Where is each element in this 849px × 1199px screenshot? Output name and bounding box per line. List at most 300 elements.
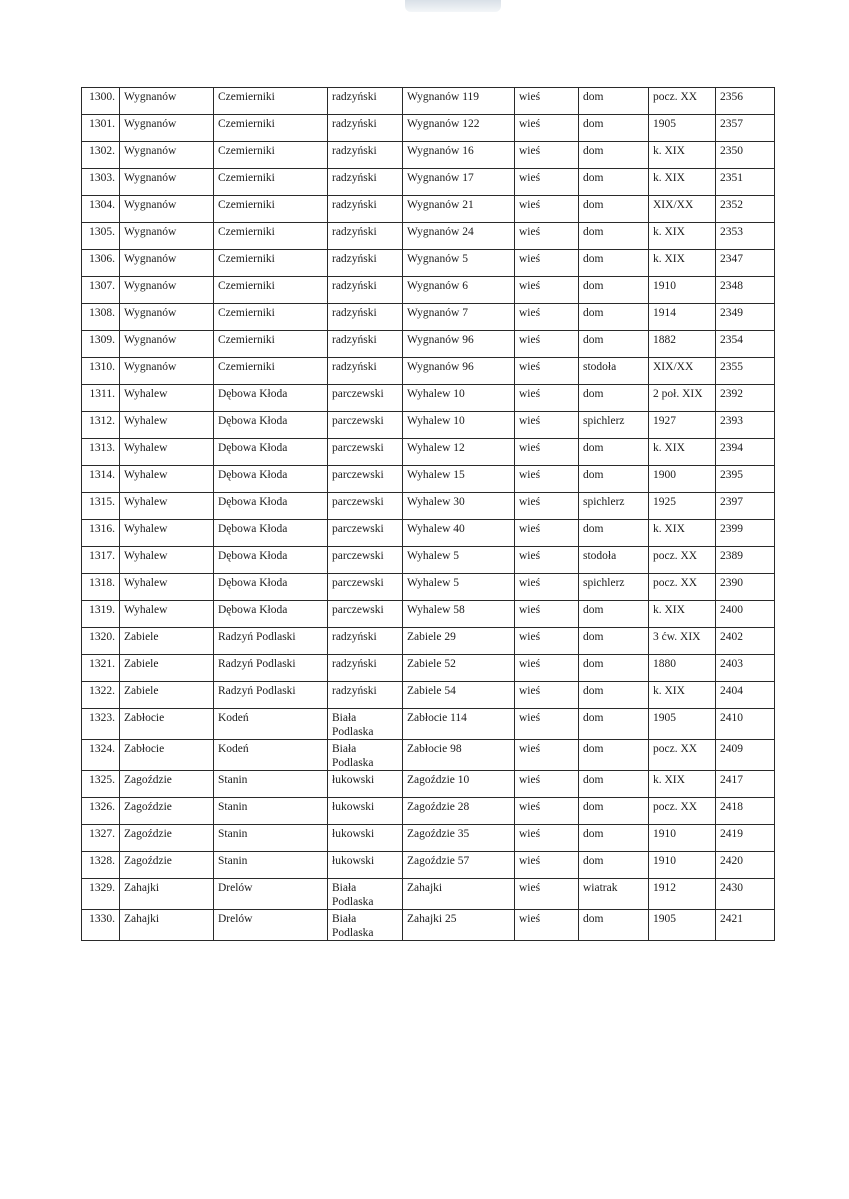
register-code-cell: 2430: [716, 879, 775, 910]
object-type-cell: dom: [579, 223, 649, 250]
register-code-cell: 2355: [716, 358, 775, 385]
address-cell: Zahajki 25: [403, 910, 515, 941]
address-cell: Zabiele 29: [403, 628, 515, 655]
table-row: [82, 852, 775, 879]
register-code-cell: 2347: [716, 250, 775, 277]
dating-cell: k. XIX: [649, 223, 716, 250]
object-type-cell: dom: [579, 304, 649, 331]
powiat-cell: łukowski: [328, 825, 403, 852]
register-code-cell: 2353: [716, 223, 775, 250]
settlement-type-cell: wieś: [515, 439, 579, 466]
settlement-type-cell: wieś: [515, 520, 579, 547]
locality-cell: Zahajki: [120, 910, 214, 941]
locality-cell: Wygnanów: [120, 169, 214, 196]
object-type-cell: dom: [579, 331, 649, 358]
table-row: [82, 439, 775, 466]
register-code-cell: 2390: [716, 574, 775, 601]
powiat-cell: łukowski: [328, 852, 403, 879]
row-number: 1327.: [82, 825, 120, 852]
locality-cell: Zagoździe: [120, 771, 214, 798]
address-cell: Wygnanów 21: [403, 196, 515, 223]
locality-cell: Wyhalew: [120, 466, 214, 493]
address-cell: Zagoździe 35: [403, 825, 515, 852]
row-number: 1323.: [82, 709, 120, 740]
address-cell: Wyhalew 10: [403, 412, 515, 439]
gmina-cell: Dębowa Kłoda: [214, 412, 328, 439]
powiat-cell: radzyński: [328, 115, 403, 142]
address-cell: Zagoździe 28: [403, 798, 515, 825]
powiat-cell: parczewski: [328, 520, 403, 547]
locality-cell: Wyhalew: [120, 547, 214, 574]
object-type-cell: dom: [579, 196, 649, 223]
settlement-type-cell: wieś: [515, 196, 579, 223]
object-type-cell: dom: [579, 655, 649, 682]
powiat-cell: radzyński: [328, 331, 403, 358]
dating-cell: 1910: [649, 277, 716, 304]
gmina-cell: Czemierniki: [214, 331, 328, 358]
register-code-cell: 2417: [716, 771, 775, 798]
table-row: [82, 771, 775, 798]
table-row: [82, 628, 775, 655]
powiat-cell: radzyński: [328, 304, 403, 331]
register-code-cell: 2403: [716, 655, 775, 682]
table-row: [82, 115, 775, 142]
dating-cell: k. XIX: [649, 439, 716, 466]
settlement-type-cell: wieś: [515, 709, 579, 740]
address-cell: Wyhalew 15: [403, 466, 515, 493]
row-number: 1304.: [82, 196, 120, 223]
powiat-cell: radzyński: [328, 142, 403, 169]
address-cell: Wygnanów 5: [403, 250, 515, 277]
dating-cell: 1927: [649, 412, 716, 439]
table-row: [82, 798, 775, 825]
settlement-type-cell: wieś: [515, 879, 579, 910]
dating-cell: k. XIX: [649, 250, 716, 277]
dating-cell: k. XIX: [649, 520, 716, 547]
powiat-cell: radzyński: [328, 250, 403, 277]
gmina-cell: Czemierniki: [214, 169, 328, 196]
dating-cell: 1910: [649, 825, 716, 852]
table-row: [82, 601, 775, 628]
object-type-cell: spichlerz: [579, 412, 649, 439]
object-type-cell: dom: [579, 439, 649, 466]
address-cell: Wyhalew 12: [403, 439, 515, 466]
gmina-cell: Czemierniki: [214, 142, 328, 169]
dating-cell: 1925: [649, 493, 716, 520]
address-cell: Zabłocie 114: [403, 709, 515, 740]
gmina-cell: Czemierniki: [214, 223, 328, 250]
register-code-cell: 2404: [716, 682, 775, 709]
powiat-cell: radzyński: [328, 628, 403, 655]
powiat-cell: radzyński: [328, 88, 403, 115]
object-type-cell: dom: [579, 798, 649, 825]
settlement-type-cell: wieś: [515, 601, 579, 628]
table-row: [82, 412, 775, 439]
powiat-cell: parczewski: [328, 547, 403, 574]
object-type-cell: dom: [579, 88, 649, 115]
dating-cell: 1880: [649, 655, 716, 682]
locality-cell: Zahajki: [120, 879, 214, 910]
dating-cell: 1905: [649, 115, 716, 142]
address-cell: Zabiele 54: [403, 682, 515, 709]
settlement-type-cell: wieś: [515, 412, 579, 439]
table-row: [82, 466, 775, 493]
gmina-cell: Dębowa Kłoda: [214, 574, 328, 601]
object-type-cell: dom: [579, 771, 649, 798]
settlement-type-cell: wieś: [515, 250, 579, 277]
table-row: [82, 169, 775, 196]
register-code-cell: 2349: [716, 304, 775, 331]
gmina-cell: Czemierniki: [214, 358, 328, 385]
dating-cell: 2 poł. XIX: [649, 385, 716, 412]
settlement-type-cell: wieś: [515, 385, 579, 412]
gmina-cell: Czemierniki: [214, 88, 328, 115]
locality-cell: Wygnanów: [120, 277, 214, 304]
locality-cell: Wygnanów: [120, 196, 214, 223]
locality-cell: Zabiele: [120, 682, 214, 709]
table-row: [82, 142, 775, 169]
address-cell: Wygnanów 122: [403, 115, 515, 142]
object-type-cell: dom: [579, 250, 649, 277]
gmina-cell: Dębowa Kłoda: [214, 466, 328, 493]
dating-cell: pocz. XX: [649, 740, 716, 771]
locality-cell: Wyhalew: [120, 493, 214, 520]
table-row: [82, 740, 775, 771]
row-number: 1306.: [82, 250, 120, 277]
gmina-cell: Drelów: [214, 910, 328, 941]
table-row: [82, 385, 775, 412]
locality-cell: Wygnanów: [120, 115, 214, 142]
address-cell: Wygnanów 7: [403, 304, 515, 331]
object-type-cell: dom: [579, 910, 649, 941]
register-code-cell: 2356: [716, 88, 775, 115]
powiat-cell: parczewski: [328, 466, 403, 493]
row-number: 1330.: [82, 910, 120, 941]
locality-cell: Wygnanów: [120, 358, 214, 385]
settlement-type-cell: wieś: [515, 798, 579, 825]
gmina-cell: Stanin: [214, 852, 328, 879]
dating-cell: 1912: [649, 879, 716, 910]
dating-cell: XIX/XX: [649, 358, 716, 385]
table-row: [82, 655, 775, 682]
table-row: [82, 520, 775, 547]
powiat-cell: parczewski: [328, 412, 403, 439]
gmina-cell: Kodeń: [214, 709, 328, 740]
table-row: [82, 910, 775, 941]
locality-cell: Wygnanów: [120, 304, 214, 331]
locality-cell: Zagoździe: [120, 798, 214, 825]
settlement-type-cell: wieś: [515, 547, 579, 574]
register-code-cell: 2357: [716, 115, 775, 142]
row-number: 1308.: [82, 304, 120, 331]
address-cell: Wyhalew 30: [403, 493, 515, 520]
row-number: 1309.: [82, 331, 120, 358]
dating-cell: 1905: [649, 910, 716, 941]
locality-cell: Zabłocie: [120, 740, 214, 771]
locality-cell: Wygnanów: [120, 223, 214, 250]
address-cell: Wyhalew 10: [403, 385, 515, 412]
table-row: [82, 223, 775, 250]
object-type-cell: stodoła: [579, 547, 649, 574]
row-number: 1307.: [82, 277, 120, 304]
dating-cell: 3 ćw. XIX: [649, 628, 716, 655]
address-cell: Wyhalew 58: [403, 601, 515, 628]
dating-cell: k. XIX: [649, 771, 716, 798]
locality-cell: Wyhalew: [120, 601, 214, 628]
dating-cell: XIX/XX: [649, 196, 716, 223]
object-type-cell: dom: [579, 385, 649, 412]
powiat-cell: Biała Podlaska: [328, 910, 403, 941]
powiat-cell: parczewski: [328, 574, 403, 601]
settlement-type-cell: wieś: [515, 304, 579, 331]
register-code-cell: 2350: [716, 142, 775, 169]
gmina-cell: Stanin: [214, 771, 328, 798]
address-cell: Wyhalew 5: [403, 574, 515, 601]
table-row: [82, 331, 775, 358]
object-type-cell: dom: [579, 520, 649, 547]
gmina-cell: Radzyń Podlaski: [214, 655, 328, 682]
gmina-cell: Drelów: [214, 879, 328, 910]
table-row: [82, 250, 775, 277]
dating-cell: k. XIX: [649, 142, 716, 169]
address-cell: Wygnanów 24: [403, 223, 515, 250]
powiat-cell: radzyński: [328, 682, 403, 709]
address-cell: Wygnanów 119: [403, 88, 515, 115]
address-cell: Wygnanów 6: [403, 277, 515, 304]
settlement-type-cell: wieś: [515, 682, 579, 709]
register-code-cell: 2389: [716, 547, 775, 574]
dating-cell: pocz. XX: [649, 88, 716, 115]
gmina-cell: Radzyń Podlaski: [214, 682, 328, 709]
object-type-cell: dom: [579, 825, 649, 852]
table-row: [82, 574, 775, 601]
powiat-cell: parczewski: [328, 439, 403, 466]
row-number: 1301.: [82, 115, 120, 142]
locality-cell: Zabiele: [120, 655, 214, 682]
register-code-cell: 2352: [716, 196, 775, 223]
register-code-cell: 2400: [716, 601, 775, 628]
gmina-cell: Dębowa Kłoda: [214, 493, 328, 520]
register-code-cell: 2392: [716, 385, 775, 412]
powiat-cell: radzyński: [328, 196, 403, 223]
settlement-type-cell: wieś: [515, 655, 579, 682]
powiat-cell: radzyński: [328, 358, 403, 385]
row-number: 1315.: [82, 493, 120, 520]
register-code-cell: 2420: [716, 852, 775, 879]
gmina-cell: Dębowa Kłoda: [214, 520, 328, 547]
table-row: [82, 879, 775, 910]
table-row: [82, 277, 775, 304]
object-type-cell: dom: [579, 169, 649, 196]
register-code-cell: 2399: [716, 520, 775, 547]
powiat-cell: radzyński: [328, 655, 403, 682]
address-cell: Wygnanów 16: [403, 142, 515, 169]
locality-cell: Wyhalew: [120, 385, 214, 412]
object-type-cell: dom: [579, 277, 649, 304]
powiat-cell: parczewski: [328, 601, 403, 628]
address-cell: Zahajki: [403, 879, 515, 910]
row-number: 1310.: [82, 358, 120, 385]
register-code-cell: 2410: [716, 709, 775, 740]
register-code-cell: 2397: [716, 493, 775, 520]
dating-cell: 1905: [649, 709, 716, 740]
locality-cell: Wyhalew: [120, 412, 214, 439]
settlement-type-cell: wieś: [515, 277, 579, 304]
gmina-cell: Czemierniki: [214, 277, 328, 304]
gmina-cell: Stanin: [214, 825, 328, 852]
row-number: 1321.: [82, 655, 120, 682]
settlement-type-cell: wieś: [515, 331, 579, 358]
table-row: [82, 358, 775, 385]
table-row: [82, 682, 775, 709]
object-type-cell: dom: [579, 601, 649, 628]
settlement-type-cell: wieś: [515, 223, 579, 250]
settlement-type-cell: wieś: [515, 852, 579, 879]
settlement-type-cell: wieś: [515, 493, 579, 520]
locality-cell: Wygnanów: [120, 88, 214, 115]
monument-register-table: [81, 87, 775, 941]
row-number: 1302.: [82, 142, 120, 169]
gmina-cell: Stanin: [214, 798, 328, 825]
gmina-cell: Dębowa Kłoda: [214, 601, 328, 628]
row-number: 1329.: [82, 879, 120, 910]
settlement-type-cell: wieś: [515, 88, 579, 115]
row-number: 1314.: [82, 466, 120, 493]
table-row: [82, 547, 775, 574]
powiat-cell: Biała Podlaska: [328, 709, 403, 740]
address-cell: Zagoździe 10: [403, 771, 515, 798]
address-cell: Wygnanów 17: [403, 169, 515, 196]
dating-cell: 1910: [649, 852, 716, 879]
object-type-cell: wiatrak: [579, 879, 649, 910]
settlement-type-cell: wieś: [515, 574, 579, 601]
locality-cell: Wygnanów: [120, 331, 214, 358]
dating-cell: k. XIX: [649, 682, 716, 709]
powiat-cell: Biała Podlaska: [328, 740, 403, 771]
object-type-cell: dom: [579, 709, 649, 740]
powiat-cell: łukowski: [328, 771, 403, 798]
row-number: 1313.: [82, 439, 120, 466]
row-number: 1326.: [82, 798, 120, 825]
powiat-cell: łukowski: [328, 798, 403, 825]
address-cell: Zabłocie 98: [403, 740, 515, 771]
object-type-cell: spichlerz: [579, 493, 649, 520]
table-row: [82, 88, 775, 115]
row-number: 1328.: [82, 852, 120, 879]
table-row: [82, 825, 775, 852]
register-code-cell: 2409: [716, 740, 775, 771]
object-type-cell: dom: [579, 142, 649, 169]
dating-cell: 1882: [649, 331, 716, 358]
row-number: 1311.: [82, 385, 120, 412]
address-cell: Zagoździe 57: [403, 852, 515, 879]
table-row: [82, 493, 775, 520]
address-cell: Zabiele 52: [403, 655, 515, 682]
object-type-cell: dom: [579, 740, 649, 771]
gmina-cell: Radzyń Podlaski: [214, 628, 328, 655]
locality-cell: Wyhalew: [120, 520, 214, 547]
register-code-cell: 2419: [716, 825, 775, 852]
gmina-cell: Dębowa Kłoda: [214, 385, 328, 412]
settlement-type-cell: wieś: [515, 169, 579, 196]
scan-artifact: [405, 0, 501, 12]
powiat-cell: radzyński: [328, 223, 403, 250]
register-code-cell: 2395: [716, 466, 775, 493]
powiat-cell: parczewski: [328, 493, 403, 520]
row-number: 1324.: [82, 740, 120, 771]
row-number: 1303.: [82, 169, 120, 196]
settlement-type-cell: wieś: [515, 740, 579, 771]
object-type-cell: dom: [579, 115, 649, 142]
gmina-cell: Czemierniki: [214, 115, 328, 142]
gmina-cell: Czemierniki: [214, 304, 328, 331]
powiat-cell: Biała Podlaska: [328, 879, 403, 910]
settlement-type-cell: wieś: [515, 466, 579, 493]
settlement-type-cell: wieś: [515, 825, 579, 852]
settlement-type-cell: wieś: [515, 142, 579, 169]
powiat-cell: radzyński: [328, 277, 403, 304]
address-cell: Wyhalew 40: [403, 520, 515, 547]
settlement-type-cell: wieś: [515, 115, 579, 142]
dating-cell: k. XIX: [649, 169, 716, 196]
object-type-cell: dom: [579, 852, 649, 879]
table-row: [82, 304, 775, 331]
object-type-cell: dom: [579, 466, 649, 493]
dating-cell: pocz. XX: [649, 547, 716, 574]
table-body: [82, 88, 775, 941]
locality-cell: Wyhalew: [120, 439, 214, 466]
gmina-cell: Dębowa Kłoda: [214, 547, 328, 574]
register-code-cell: 2351: [716, 169, 775, 196]
dating-cell: k. XIX: [649, 601, 716, 628]
object-type-cell: dom: [579, 682, 649, 709]
locality-cell: Zagoździe: [120, 825, 214, 852]
row-number: 1322.: [82, 682, 120, 709]
address-cell: Wygnanów 96: [403, 358, 515, 385]
register-code-cell: 2418: [716, 798, 775, 825]
register-code-cell: 2354: [716, 331, 775, 358]
locality-cell: Wygnanów: [120, 142, 214, 169]
row-number: 1319.: [82, 601, 120, 628]
object-type-cell: spichlerz: [579, 574, 649, 601]
register-code-cell: 2421: [716, 910, 775, 941]
object-type-cell: stodoła: [579, 358, 649, 385]
settlement-type-cell: wieś: [515, 771, 579, 798]
dating-cell: pocz. XX: [649, 574, 716, 601]
gmina-cell: Czemierniki: [214, 250, 328, 277]
table-row: [82, 709, 775, 740]
gmina-cell: Czemierniki: [214, 196, 328, 223]
locality-cell: Wyhalew: [120, 574, 214, 601]
locality-cell: Zabłocie: [120, 709, 214, 740]
settlement-type-cell: wieś: [515, 358, 579, 385]
locality-cell: Zabiele: [120, 628, 214, 655]
table-row: [82, 196, 775, 223]
address-cell: Wygnanów 96: [403, 331, 515, 358]
register-code-cell: 2348: [716, 277, 775, 304]
register-code-cell: 2402: [716, 628, 775, 655]
dating-cell: 1914: [649, 304, 716, 331]
dating-cell: 1900: [649, 466, 716, 493]
register-code-cell: 2394: [716, 439, 775, 466]
powiat-cell: parczewski: [328, 385, 403, 412]
locality-cell: Wygnanów: [120, 250, 214, 277]
row-number: 1318.: [82, 574, 120, 601]
row-number: 1305.: [82, 223, 120, 250]
object-type-cell: dom: [579, 628, 649, 655]
gmina-cell: Dębowa Kłoda: [214, 439, 328, 466]
row-number: 1317.: [82, 547, 120, 574]
